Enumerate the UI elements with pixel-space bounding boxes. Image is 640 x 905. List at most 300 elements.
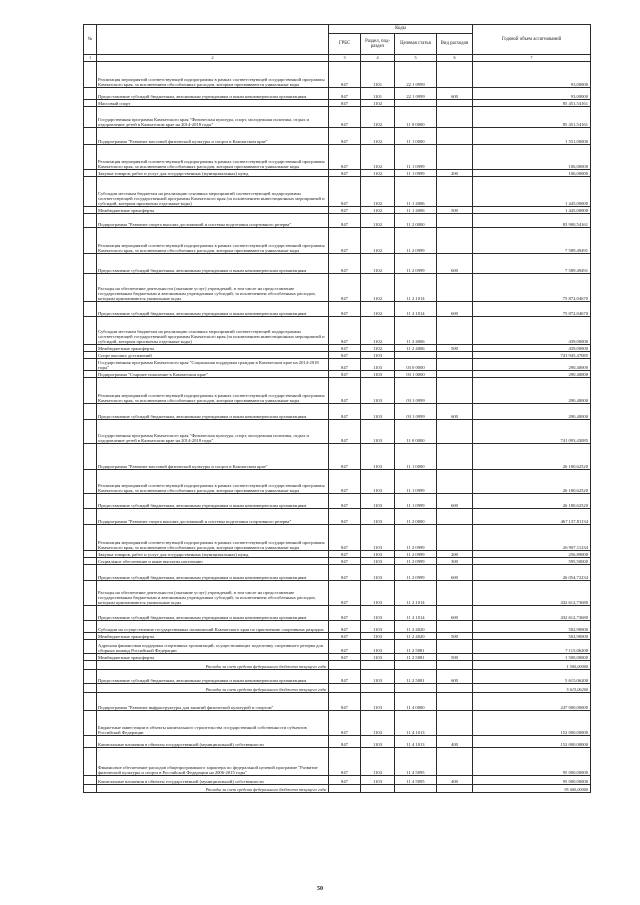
cell-grbs: 847 — [329, 359, 361, 371]
cell-target: 03 1 0999 — [395, 378, 437, 404]
table-note-row — [84, 684, 591, 693]
table-row — [84, 404, 591, 420]
cell-vid — [437, 640, 473, 654]
cell-vid — [437, 661, 473, 670]
cell-name: Субсидии местным бюджетам на реализацию основных мероприятий соответствующей подпрограммы соответствующей государственной программы Камчатского края (за исключением инвестиционных мероприятий и субсидий, которым присвоены отдельные коды) — [97, 177, 329, 207]
table-row — [84, 274, 591, 302]
cell-grbs: 847 — [329, 670, 361, 684]
cell-name: Подпрограмма "Развитие спорта высших достижений и системы подготовки спортивного резерва" — [97, 214, 329, 228]
cell-name: Массовый спорт — [97, 100, 329, 107]
cell-amount: 95 000,00000 — [473, 748, 591, 776]
cell-amount: 7 589,49491 — [473, 228, 591, 254]
cell-amount: 1 445,00000 — [473, 177, 591, 207]
cell-vid: 600 — [437, 404, 473, 420]
table-row — [84, 100, 591, 107]
cell-razdel: 1103 — [361, 420, 395, 444]
cell-grbs: 847 — [329, 62, 361, 88]
table-row — [84, 558, 591, 565]
cell-razdel: 1103 — [361, 621, 395, 633]
cell-target: 11 2 1014 — [395, 581, 437, 606]
cell-grbs: 847 — [329, 621, 361, 633]
cell-no — [84, 670, 97, 684]
cell-no — [84, 581, 97, 606]
cell-target: 11 1 0000 — [395, 128, 437, 145]
cell-name: Субсидии на осуществление государственных полномочий Камчатского края по присвоению спортивных разрядов — [97, 621, 329, 633]
cell-target: 11 4 1013 — [395, 736, 437, 748]
cell-vid: 500 — [437, 345, 473, 352]
table-row — [84, 551, 591, 558]
cell-amount: 75 872,04670 — [473, 302, 591, 317]
cell-name: Закупка товаров, работ и услуг для государственных (муниципальных) нужд — [97, 170, 329, 177]
cell-target — [395, 100, 437, 107]
column-number: 2 — [97, 55, 329, 62]
cell-vid — [437, 470, 473, 494]
cell-name: Реализация мероприятий соответствующей подпрограммы в рамках соответствующей государственной программы Камчатского края, за исключением обособленных расходов, которым присваиваются уникальные коды — [97, 62, 329, 88]
cell-vid: 300 — [437, 558, 473, 565]
cell-vid — [437, 509, 473, 525]
cell-amount: 75 872,04670 — [473, 274, 591, 302]
cell-no — [84, 785, 97, 793]
cell-no — [84, 776, 97, 785]
cell-grbs: 847 — [329, 736, 361, 748]
cell-target: 11 2 1014 — [395, 274, 437, 302]
cell-grbs: 847 — [329, 254, 361, 274]
cell-amount: 439,00000 — [473, 345, 591, 352]
cell-target: 11 2 0000 — [395, 214, 437, 228]
cell-target — [395, 661, 437, 670]
cell-vid — [437, 420, 473, 444]
cell-razdel: 1102 — [361, 207, 395, 214]
cell-grbs: 847 — [329, 88, 361, 100]
cell-target: 11 1 0999 — [395, 494, 437, 509]
table-row — [84, 371, 591, 378]
cell-amount: 290,40000 — [473, 371, 591, 378]
cell-amount: 1 551,00000 — [473, 128, 591, 145]
cell-name: Подпрограмма "Развитие массовой физической культуры и спорта в Камчатском крае" — [97, 128, 329, 145]
cell-amount: 1 445,00000 — [473, 207, 591, 214]
cell-no — [84, 100, 97, 107]
cell-grbs: 847 — [329, 606, 361, 621]
cell-amount: 26 054,72234 — [473, 565, 591, 581]
cell-no — [84, 525, 97, 551]
cell-grbs: 847 — [329, 107, 361, 128]
cell-no — [84, 633, 97, 640]
cell-razdel: 1102 — [361, 345, 395, 352]
cell-razdel: 1102 — [361, 302, 395, 317]
cell-amount: 502,90000 — [473, 621, 591, 633]
cell-name: Предоставление субсидий бюджетным, автономным учреждениям и иным некоммерческим организациям — [97, 302, 329, 317]
cell-razdel: 1103 — [361, 494, 395, 509]
cell-razdel: 1102 — [361, 128, 395, 145]
table-row — [84, 302, 591, 317]
budget-table — [83, 24, 591, 793]
header-razdel: Раздел, под-раздел — [361, 34, 395, 55]
cell-razdel: 1103 — [361, 525, 395, 551]
cell-amount: 467 137,81134 — [473, 509, 591, 525]
cell-razdel — [361, 661, 395, 670]
cell-vid — [437, 444, 473, 470]
cell-razdel: 1103 — [361, 711, 395, 736]
cell-amount: 595,50000 — [473, 558, 591, 565]
cell-target: 11 2 0999 — [395, 551, 437, 558]
cell-razdel: 1103 — [361, 378, 395, 404]
cell-name: Капитальные вложения в объекты государственной (муниципальной) собственности — [97, 736, 329, 748]
cell-target: 11 1 4006 — [395, 177, 437, 207]
cell-name: Реализация мероприятий соответствующей подпрограммы в рамках соответствующей государственной программы Камчатского края, за исключением обособленных расходов, которым присваиваются уникальные коды — [97, 378, 329, 404]
cell-name: Закупка товаров, работ и услуг для государственных (муниципальных) нужд — [97, 551, 329, 558]
cell-amount: 5 615,06200 — [473, 670, 591, 684]
cell-vid: 500 — [437, 207, 473, 214]
cell-grbs: 847 — [329, 317, 361, 345]
cell-grbs: 847 — [329, 581, 361, 606]
cell-vid — [437, 711, 473, 736]
cell-name: Финансовое обеспечение расходов общепрограммного характера по федеральной целевой программе "Развитие физической культуры и спорта в Российской Федерации на 2006-2015 годы" — [97, 748, 329, 776]
column-number: 1 — [84, 55, 97, 62]
cell-name: Предоставление субсидий бюджетным, автономным учреждениям и иным некоммерческим организациям — [97, 254, 329, 274]
cell-grbs: 847 — [329, 633, 361, 640]
cell-grbs: 847 — [329, 274, 361, 302]
cell-name: Предоставление субсидий бюджетным, автономным учреждениям и иным некоммерческим организациям — [97, 88, 329, 100]
cell-target: 11 2 5081 — [395, 640, 437, 654]
cell-target — [395, 352, 437, 359]
cell-name: Субсидии местным бюджетам на реализацию основных мероприятий соответствующей подпрограммы соответствующей государственной программы Камчатского края (за исключением инвестиционных мероприятий и субсидий, которым присвоены отдельные коды) — [97, 317, 329, 345]
cell-name: Спорт высших достижений — [97, 352, 329, 359]
cell-grbs: 847 — [329, 654, 361, 661]
cell-vid: 500 — [437, 654, 473, 661]
cell-amount: 290,40000 — [473, 404, 591, 420]
cell-target: 11 2 0999 — [395, 228, 437, 254]
cell-target: 11 1 4006 — [395, 207, 437, 214]
cell-grbs: 847 — [329, 371, 361, 378]
cell-amount: 152 000,00000 — [473, 711, 591, 736]
cell-amount: 247 000,00000 — [473, 693, 591, 711]
cell-target: 11 2 0999 — [395, 558, 437, 565]
cell-name: Бюджетные инвестиции в объекты капитального строительства государственной собственности субъектов Российской Федерации — [97, 711, 329, 736]
cell-name: Предоставление субсидий бюджетным, автономным учреждениям и иным некоммерческим организациям — [97, 494, 329, 509]
cell-amount: 85 451,54161 — [473, 100, 591, 107]
cell-razdel: 1103 — [361, 371, 395, 378]
cell-name: Подпрограмма "Развитие инфраструктуры для занятий физической культурой и спортом" — [97, 693, 329, 711]
cell-razdel: 1103 — [361, 404, 395, 420]
header-codes-group: Коды — [329, 25, 473, 34]
cell-no — [84, 509, 97, 525]
cell-name: Реализация мероприятий соответствующей подпрограммы в рамках соответствующей государственной программы Камчатского края, за исключением обособленных расходов, которым присваиваются уникальные коды — [97, 525, 329, 551]
cell-no — [84, 207, 97, 214]
cell-vid: 200 — [437, 551, 473, 558]
header-grbs: ГРБС — [329, 34, 361, 55]
cell-razdel: 1103 — [361, 565, 395, 581]
cell-no — [84, 444, 97, 470]
cell-name: Расходы за счет средств федерального бюджета текущего года — [97, 785, 329, 793]
header-name — [97, 25, 329, 55]
cell-target: 11 4 1013 — [395, 711, 437, 736]
table-row — [84, 581, 591, 606]
cell-no — [84, 345, 97, 352]
table-row — [84, 494, 591, 509]
cell-razdel: 1101 — [361, 62, 395, 88]
cell-target: 11 1 0999 — [395, 170, 437, 177]
cell-target: 11 2 0999 — [395, 525, 437, 551]
cell-vid — [437, 177, 473, 207]
cell-name: Подпрограмма "Старшее поколение в Камчатском крае" — [97, 371, 329, 378]
cell-grbs: 847 — [329, 748, 361, 776]
cell-razdel: 1103 — [361, 640, 395, 654]
cell-amount: 439,00000 — [473, 317, 591, 345]
cell-grbs: 847 — [329, 302, 361, 317]
cell-vid — [437, 785, 473, 793]
table-row — [84, 345, 591, 352]
table-row — [84, 228, 591, 254]
cell-no — [84, 565, 97, 581]
cell-no — [84, 107, 97, 128]
cell-amount: 85 451,54161 — [473, 107, 591, 128]
cell-no — [84, 693, 97, 711]
cell-target: 11 2 0999 — [395, 565, 437, 581]
table-row — [84, 128, 591, 145]
cell-vid — [437, 352, 473, 359]
cell-target: 11 4 5095 — [395, 748, 437, 776]
cell-razdel: 1102 — [361, 228, 395, 254]
cell-target: 11 2 5081 — [395, 670, 437, 684]
cell-target: 11 2 1014 — [395, 302, 437, 317]
cell-amount: 290,40000 — [473, 359, 591, 371]
cell-grbs — [329, 661, 361, 670]
cell-vid — [437, 748, 473, 776]
cell-target: 03 0 0000 — [395, 359, 437, 371]
cell-amount: 432 612,73680 — [473, 606, 591, 621]
cell-vid — [437, 214, 473, 228]
cell-target: 11 4 0000 — [395, 693, 437, 711]
cell-name: Предоставление субсидий бюджетным, автономным учреждениям и иным некоммерческим организациям — [97, 565, 329, 581]
cell-name: Государственная программа Камчатского края "Физическая культура, спорт, молодежная политика, отдых и оздоровление детей в Камчатском крае на 2014-2018 годы" — [97, 107, 329, 128]
cell-no — [84, 748, 97, 776]
cell-amount: 256,89000 — [473, 551, 591, 558]
cell-no — [84, 736, 97, 748]
cell-razdel: 1103 — [361, 654, 395, 661]
cell-razdel: 1103 — [361, 352, 395, 359]
cell-no — [84, 378, 97, 404]
cell-grbs: 847 — [329, 420, 361, 444]
cell-target: 11 2 4006 — [395, 317, 437, 345]
cell-target: 03 1 0000 — [395, 371, 437, 378]
cell-razdel: 1103 — [361, 581, 395, 606]
table-row — [84, 170, 591, 177]
cell-no — [84, 711, 97, 736]
cell-target: 22 1 0999 — [395, 88, 437, 100]
table-row — [84, 359, 591, 371]
cell-name: Межбюджетные трансферты — [97, 345, 329, 352]
cell-razdel: 1102 — [361, 170, 395, 177]
cell-no — [84, 254, 97, 274]
cell-amount: 502,90000 — [473, 633, 591, 640]
cell-no — [84, 654, 97, 661]
cell-razdel: 1103 — [361, 736, 395, 748]
cell-razdel: 1102 — [361, 274, 395, 302]
table-row — [84, 254, 591, 274]
table-note-row — [84, 661, 591, 670]
cell-grbs: 847 — [329, 145, 361, 170]
cell-grbs: 847 — [329, 404, 361, 420]
cell-name: Адресная финансовая поддержка спортивных организаций, осуществляющих подготовку спортивного резерва для сборных команд Российской Федерации — [97, 640, 329, 654]
cell-target: 11 1 0999 — [395, 470, 437, 494]
cell-no — [84, 228, 97, 254]
cell-no — [84, 621, 97, 633]
cell-grbs: 847 — [329, 170, 361, 177]
column-number: 5 — [395, 55, 437, 62]
cell-razdel: 1101 — [361, 88, 395, 100]
cell-name: Предоставление субсидий бюджетным, автономным учреждениям и иным некоммерческим организациям — [97, 606, 329, 621]
cell-no — [84, 88, 97, 100]
cell-grbs: 847 — [329, 558, 361, 565]
table-row — [84, 565, 591, 581]
cell-vid — [437, 621, 473, 633]
table-row — [84, 352, 591, 359]
header-target: Целевая статья — [395, 34, 437, 55]
cell-no — [84, 661, 97, 670]
cell-no — [84, 317, 97, 345]
table-row — [84, 736, 591, 748]
cell-vid — [437, 228, 473, 254]
cell-vid — [437, 100, 473, 107]
cell-grbs: 847 — [329, 711, 361, 736]
cell-amount: 432 612,73680 — [473, 581, 591, 606]
cell-grbs: 847 — [329, 228, 361, 254]
table-row — [84, 776, 591, 785]
cell-target: 03 1 0999 — [395, 404, 437, 420]
cell-grbs: 847 — [329, 470, 361, 494]
cell-vid: 200 — [437, 170, 473, 177]
cell-target: 11 2 0000 — [395, 509, 437, 525]
cell-grbs: 847 — [329, 565, 361, 581]
cell-amount: 106,00000 — [473, 145, 591, 170]
cell-amount: 7 589,49491 — [473, 254, 591, 274]
table-row — [84, 207, 591, 214]
cell-vid: 400 — [437, 736, 473, 748]
cell-amount: 26 180,62520 — [473, 444, 591, 470]
cell-razdel — [361, 785, 395, 793]
cell-grbs: 847 — [329, 640, 361, 654]
cell-name: Предоставление субсидий бюджетным, автономным учреждениям и иным некоммерческим организациям — [97, 404, 329, 420]
cell-amount: 741 945,47085 — [473, 352, 591, 359]
table-row — [84, 444, 591, 470]
cell-grbs — [329, 684, 361, 693]
page-number: 50 — [317, 886, 323, 892]
cell-grbs: 847 — [329, 128, 361, 145]
cell-razdel: 1103 — [361, 509, 395, 525]
cell-vid — [437, 145, 473, 170]
cell-amount: 83 900,54161 — [473, 214, 591, 228]
cell-grbs: 847 — [329, 345, 361, 352]
header-vid: Вид расходов — [437, 34, 473, 55]
table-row — [84, 711, 591, 736]
cell-amount: 290,40000 — [473, 378, 591, 404]
cell-name: Подпрограмма "Развитие массовой физической культуры и спорта в Камчатском крае" — [97, 444, 329, 470]
cell-vid — [437, 107, 473, 128]
cell-target — [395, 684, 437, 693]
cell-no — [84, 145, 97, 170]
cell-grbs: 847 — [329, 444, 361, 470]
cell-vid — [437, 317, 473, 345]
cell-vid: 600 — [437, 606, 473, 621]
cell-name: Реализация мероприятий соответствующей подпрограммы в рамках соответствующей государственной программы Камчатского края, за исключением обособленных расходов, которым присваиваются уникальные коды — [97, 470, 329, 494]
cell-vid: 600 — [437, 670, 473, 684]
cell-amount: 7 115,06200 — [473, 640, 591, 654]
table-row — [84, 654, 591, 661]
cell-grbs: 847 — [329, 494, 361, 509]
cell-amount: 152 000,00000 — [473, 736, 591, 748]
cell-no — [84, 177, 97, 207]
cell-no — [84, 302, 97, 317]
cell-no — [84, 551, 97, 558]
cell-target: 11 0 0000 — [395, 420, 437, 444]
cell-razdel: 1103 — [361, 551, 395, 558]
cell-grbs — [329, 785, 361, 793]
cell-vid — [437, 581, 473, 606]
cell-razdel: 1103 — [361, 748, 395, 776]
column-number: 7 — [473, 55, 591, 62]
cell-amount: 95 000,00000 — [473, 785, 591, 793]
cell-amount: 26 180,62520 — [473, 470, 591, 494]
cell-name: Расходы за счет средств федерального бюджета текущего года — [97, 684, 329, 693]
cell-no — [84, 684, 97, 693]
table-row — [84, 378, 591, 404]
cell-razdel: 1102 — [361, 177, 395, 207]
cell-razdel — [361, 684, 395, 693]
cell-vid: 600 — [437, 565, 473, 581]
table-row — [84, 214, 591, 228]
table-row — [84, 317, 591, 345]
cell-grbs: 847 — [329, 525, 361, 551]
cell-name: Реализация мероприятий соответствующей подпрограммы в рамках соответствующей государственной программы Камчатского края, за исключением обособленных расходов, которым присваиваются уникальные коды — [97, 145, 329, 170]
cell-name: Социальное обеспечение и иные выплаты населению — [97, 558, 329, 565]
cell-name: Расходы на обеспечение деятельности (оказание услуг) учреждений, в том числе на предоставление государственным бюджетным и автономным учреждениям субсидий, за исключением обособленных расходов, которым присваиваются уникальные коды — [97, 274, 329, 302]
cell-no — [84, 404, 97, 420]
cell-razdel: 1103 — [361, 633, 395, 640]
table-row — [84, 62, 591, 88]
cell-name: Предоставление субсидий бюджетным, автономным учреждениям и иным некоммерческим организациям — [97, 670, 329, 684]
table-row — [84, 670, 591, 684]
cell-grbs: 847 — [329, 352, 361, 359]
cell-amount: 26 180,62520 — [473, 494, 591, 509]
table-row — [84, 107, 591, 128]
cell-vid — [437, 693, 473, 711]
table-row — [84, 525, 591, 551]
cell-grbs: 847 — [329, 378, 361, 404]
cell-vid: 600 — [437, 254, 473, 274]
cell-no — [84, 494, 97, 509]
cell-name: Капитальные вложения в объекты государственной (муниципальной) собственности — [97, 776, 329, 785]
cell-razdel: 1102 — [361, 145, 395, 170]
cell-no — [84, 214, 97, 228]
cell-grbs: 847 — [329, 214, 361, 228]
cell-amount: 1 500,00000 — [473, 661, 591, 670]
cell-grbs: 847 — [329, 100, 361, 107]
cell-grbs: 847 — [329, 509, 361, 525]
table-row — [84, 145, 591, 170]
table-row — [84, 470, 591, 494]
cell-razdel: 1102 — [361, 254, 395, 274]
cell-razdel: 1103 — [361, 470, 395, 494]
cell-no — [84, 128, 97, 145]
cell-name: Межбюджетные трансферты — [97, 207, 329, 214]
cell-razdel: 1103 — [361, 606, 395, 621]
cell-amount: 5 615,06200 — [473, 684, 591, 693]
cell-name: Реализация мероприятий соответствующей подпрограммы в рамках соответствующей государственной программы Камчатского края, за исключением обособленных расходов, которым присваиваются уникальные коды — [97, 228, 329, 254]
cell-target: 11 2 4020 — [395, 621, 437, 633]
table-note-row — [84, 785, 591, 793]
cell-grbs: 847 — [329, 693, 361, 711]
cell-name: Подпрограмма "Развитие спорта высших достижений и системы подготовки спортивного резерва" — [97, 509, 329, 525]
